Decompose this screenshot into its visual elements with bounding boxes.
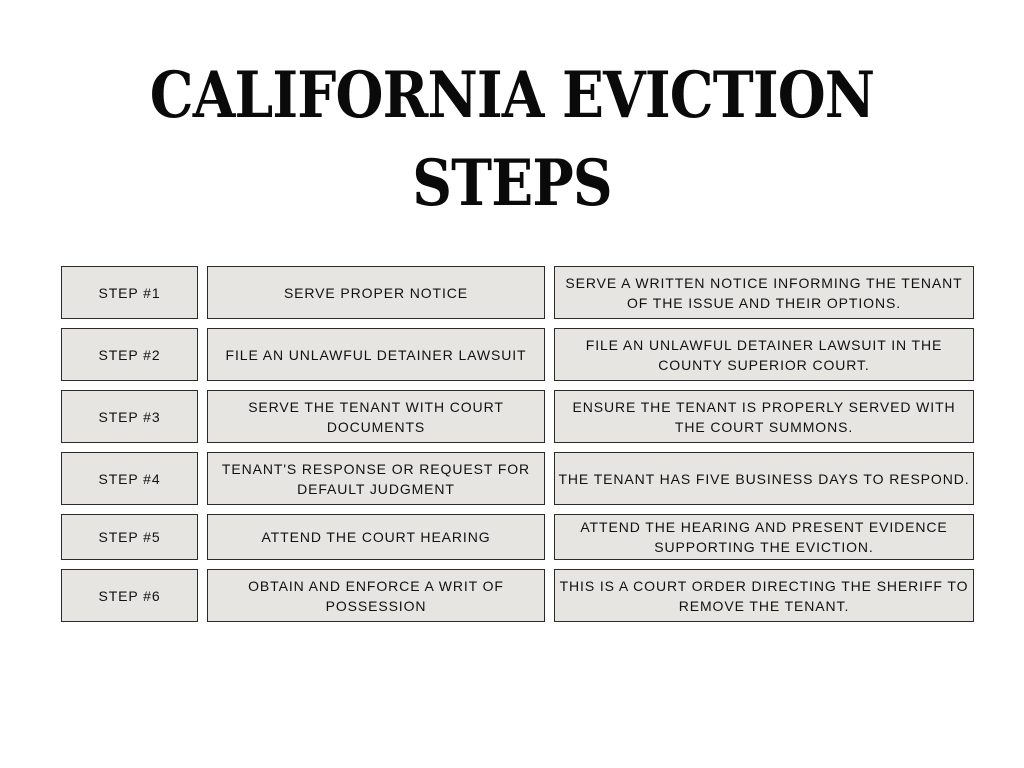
- step-description: ENSURE THE TENANT IS PROPERLY SERVED WITH THE COURT SUMMONS.: [554, 390, 974, 443]
- step-number: STEP #6: [61, 569, 198, 622]
- step-name: FILE AN UNLAWFUL DETAINER LAWSUIT: [207, 328, 545, 381]
- step-name: OBTAIN AND ENFORCE A WRIT OF POSSESSION: [207, 569, 545, 622]
- step-description: SERVE A WRITTEN NOTICE INFORMING THE TENANT OF THE ISSUE AND THEIR OPTIONS.: [554, 266, 974, 319]
- page-title: [72, 52, 953, 228]
- step-description: ATTEND THE HEARING AND PRESENT EVIDENCE SUPPORTING THE EVICTION.: [554, 514, 974, 560]
- step-description: THIS IS A COURT ORDER DIRECTING THE SHERIFF TO REMOVE THE TENANT.: [554, 569, 974, 622]
- title-line-1: CALIFORNIA EVICTION: [149, 58, 875, 133]
- step-number: STEP #3: [61, 390, 198, 443]
- step-name: TENANT'S RESPONSE OR REQUEST FOR DEFAULT JUDGMENT: [207, 452, 545, 505]
- title-line-2: STEPS: [412, 146, 612, 221]
- step-number: STEP #1: [61, 266, 198, 319]
- step-number: STEP #4: [61, 452, 198, 505]
- step-number: STEP #5: [61, 514, 198, 560]
- step-number: STEP #2: [61, 328, 198, 381]
- step-description: THE TENANT HAS FIVE BUSINESS DAYS TO RESPOND.: [554, 452, 974, 505]
- step-name: ATTEND THE COURT HEARING: [207, 514, 545, 560]
- step-name: SERVE PROPER NOTICE: [207, 266, 545, 319]
- step-description: FILE AN UNLAWFUL DETAINER LAWSUIT IN THE COUNTY SUPERIOR COURT.: [554, 328, 974, 381]
- step-name: SERVE THE TENANT WITH COURT DOCUMENTS: [207, 390, 545, 443]
